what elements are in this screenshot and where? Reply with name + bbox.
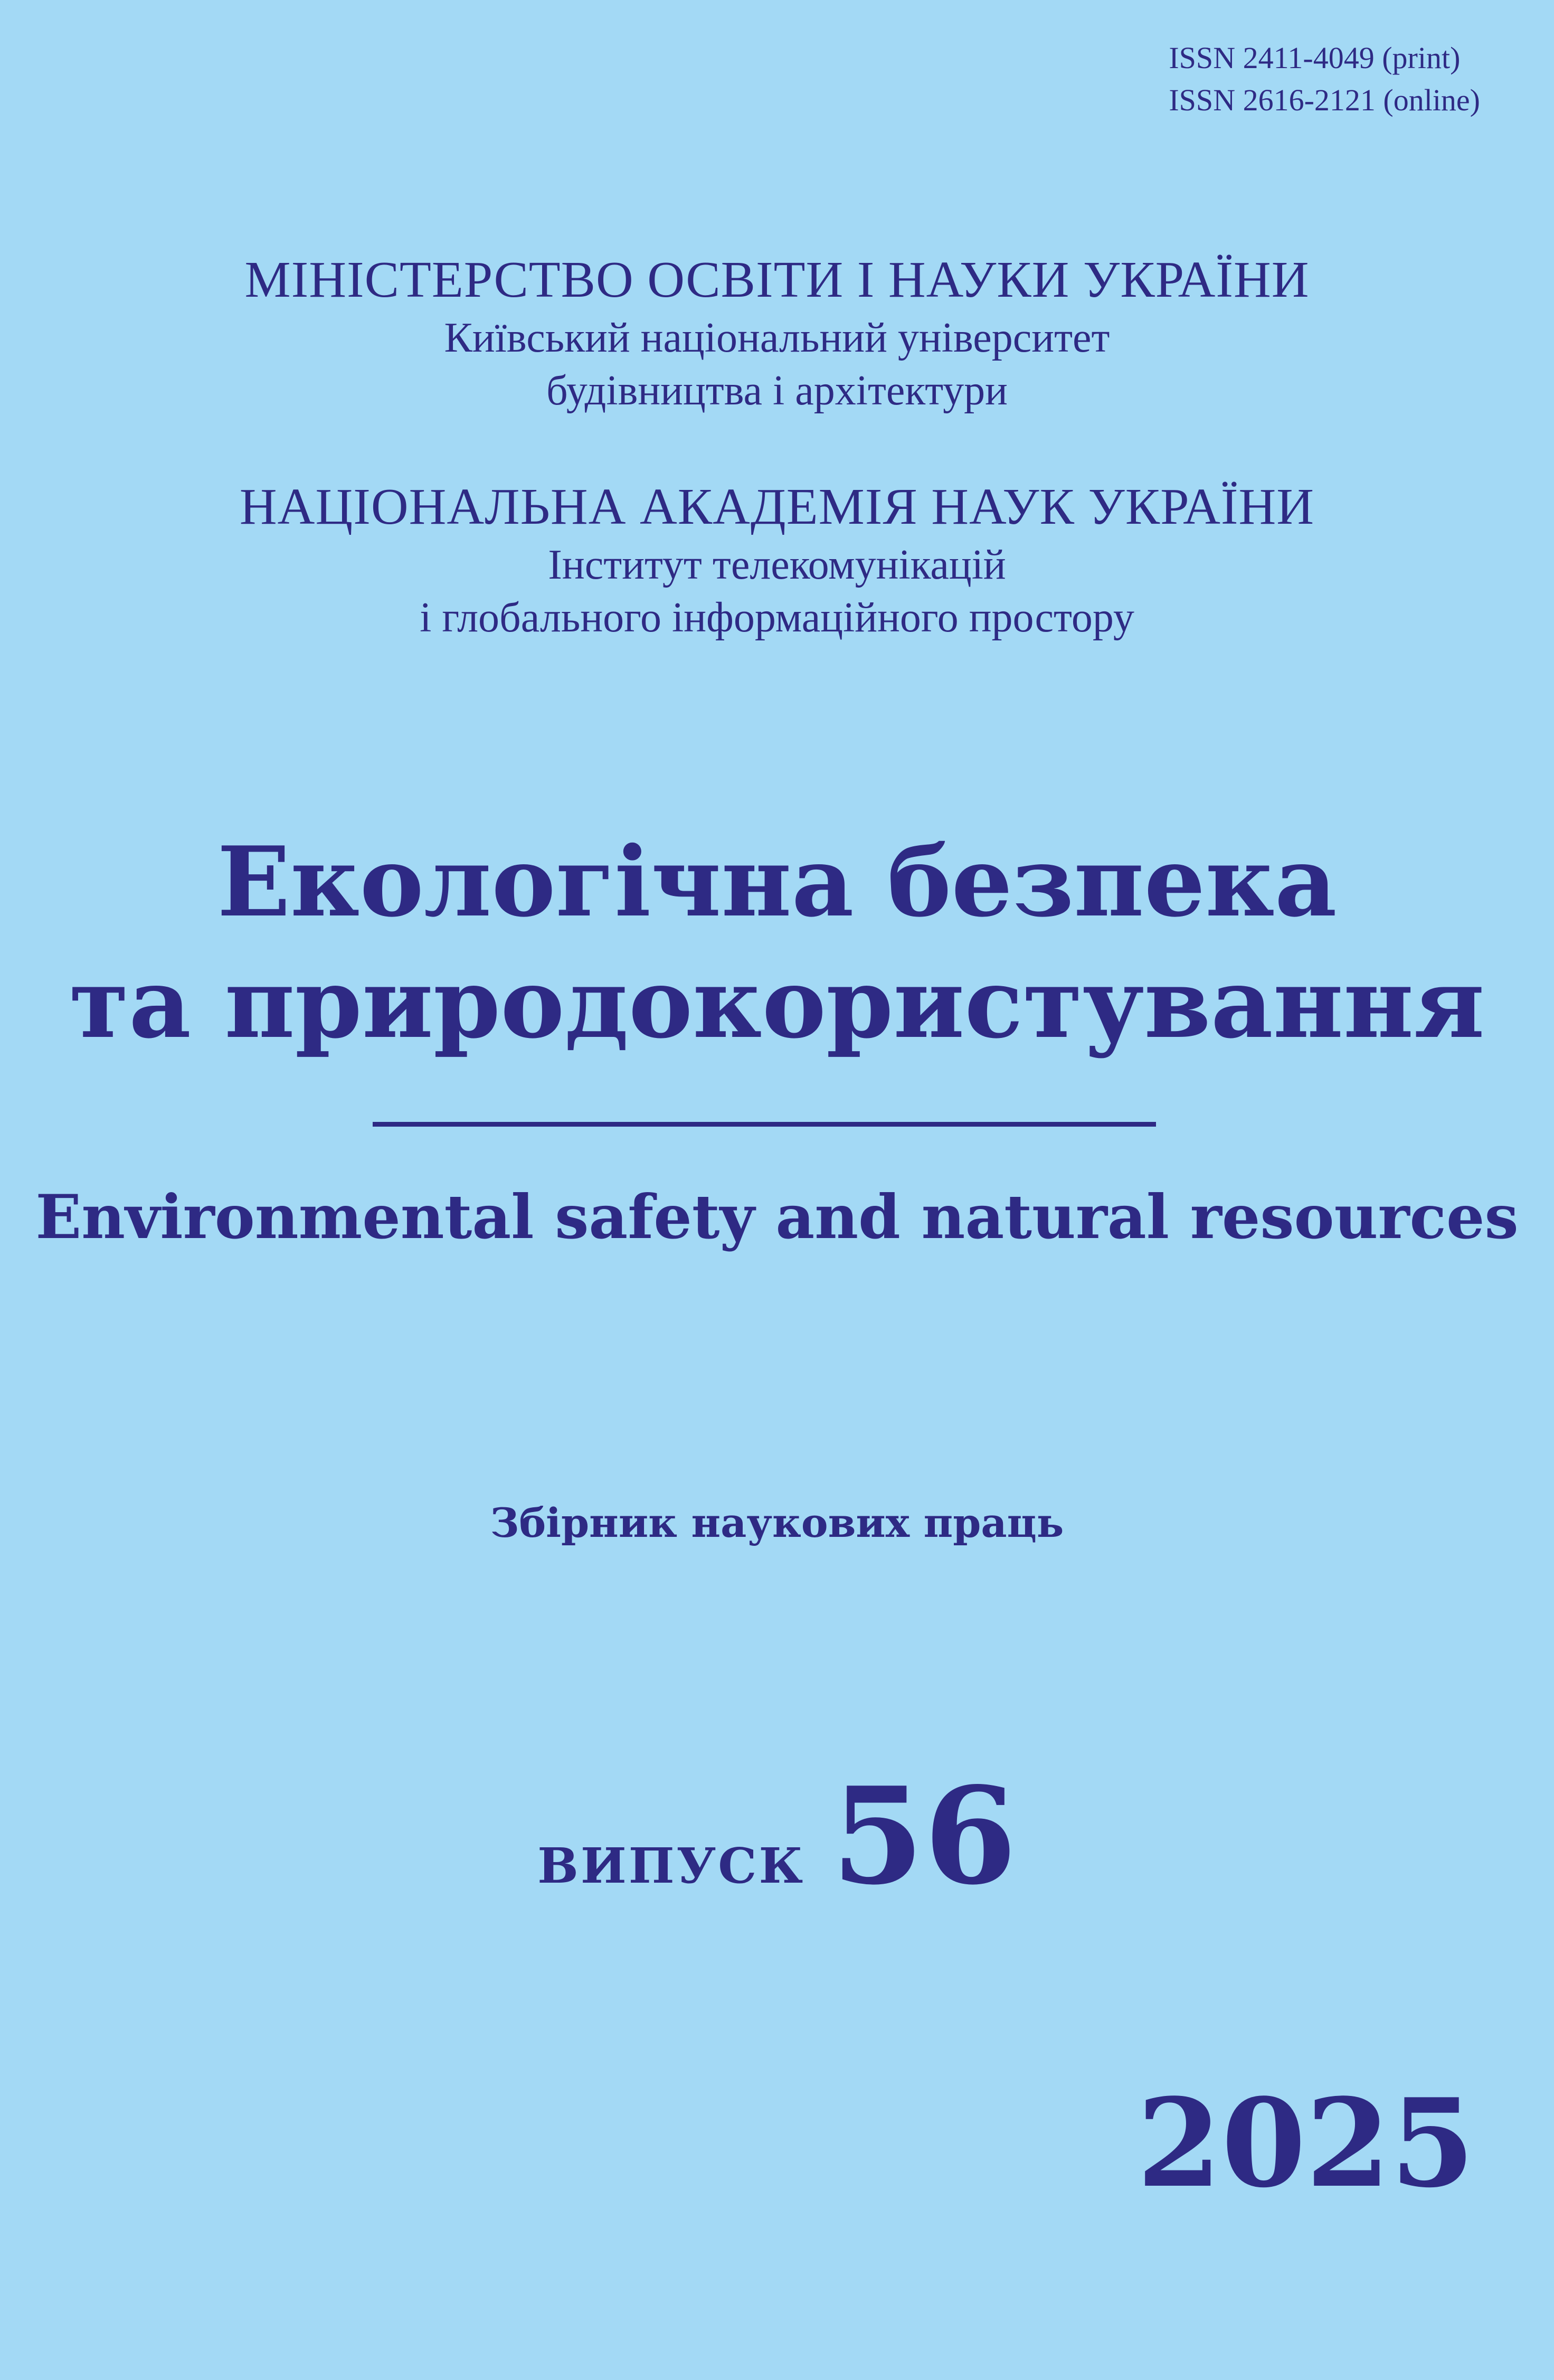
journal-title-english: Environmental safety and natural resources	[35, 1182, 1519, 1252]
issn-print: ISSN 2411-4049 (print)	[1169, 41, 1461, 75]
issn-online: ISSN 2616-2121 (online)	[1169, 83, 1480, 117]
issue-number: 56	[831, 1758, 1017, 1914]
institute-line-1: Інститут телекомунікацій	[548, 542, 1006, 588]
academy-name: НАЦІОНАЛЬНА АКАДЕМІЯ НАУК УКРАЇНИ	[239, 478, 1315, 535]
journal-title-line-2: та природокористування	[69, 947, 1485, 1060]
institute-line-2: і глобального інформаційного простору	[420, 594, 1134, 641]
ministry-name: МІНІСТЕРСТВО ОСВІТИ І НАУКИ УКРАЇНИ	[244, 251, 1310, 308]
academy-block	[0, 475, 1554, 644]
university-line-2: будівництва і архітектури	[546, 367, 1008, 414]
journal-title-line-1: Екологічна безпека	[217, 825, 1337, 938]
collection-label: Збірник наукових праць	[490, 1499, 1064, 1546]
ministry-block	[0, 248, 1554, 417]
university-line-1: Київський національний університет	[444, 315, 1110, 361]
issn-block	[1169, 37, 1480, 121]
journal-title	[0, 821, 1554, 1064]
title-divider	[373, 1122, 1156, 1127]
issue-block	[0, 1758, 1554, 1914]
publication-year: 2025	[1136, 2072, 1475, 2215]
issue-label: ВИПУСК	[537, 1837, 806, 1894]
